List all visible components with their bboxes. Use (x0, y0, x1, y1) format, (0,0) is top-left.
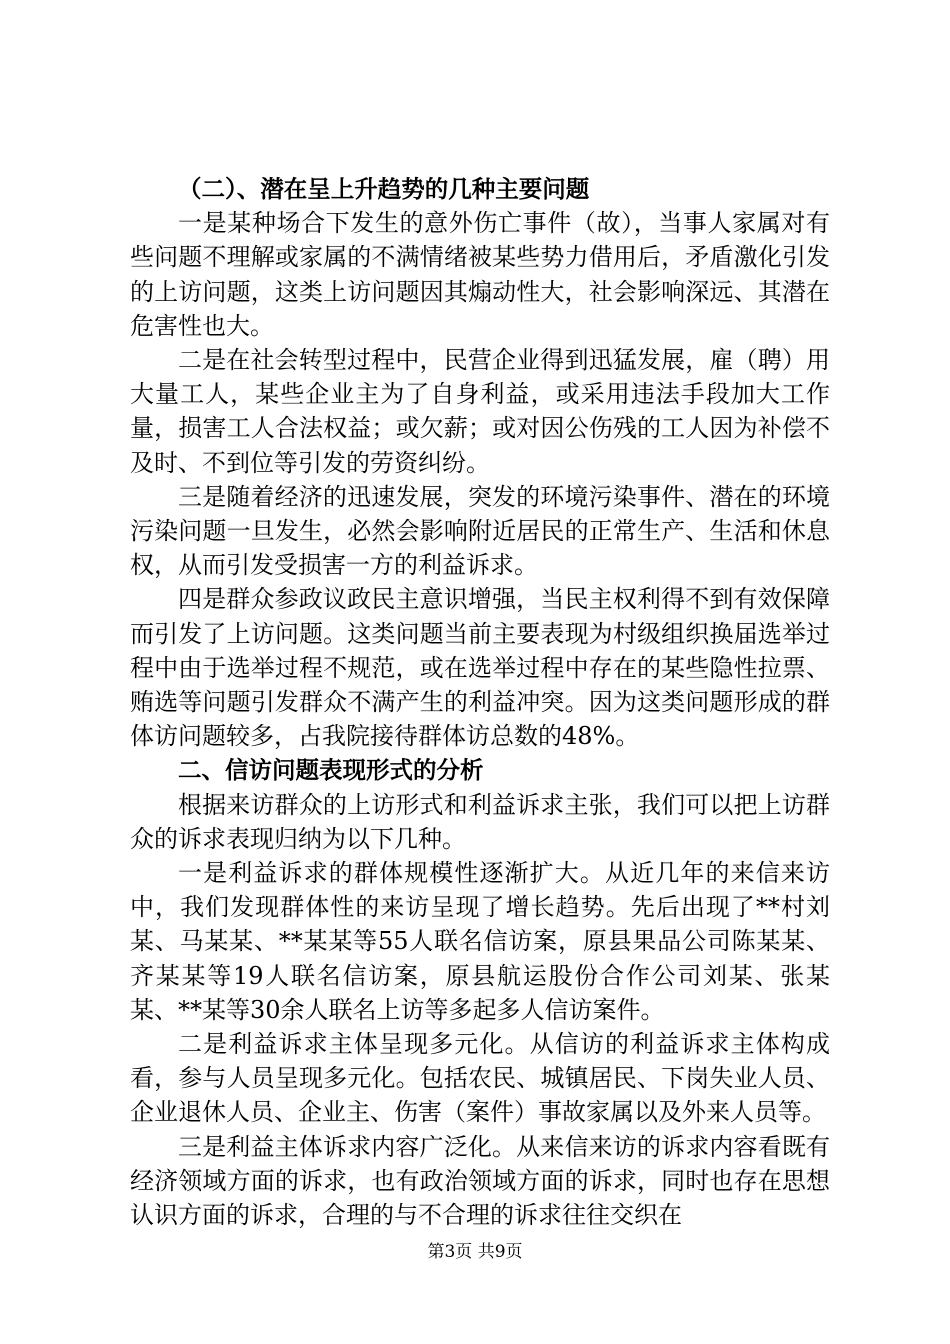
paragraph-form-three: 三是利益主体诉求内容广泛化。从来信来访的诉求内容看既有经济领域方面的诉求，也有政治领域方面的诉求，同时也存在思想认识方面的诉求，合理的与不合理的诉求往往交织在 (130, 1132, 830, 1230)
paragraph-form-two: 二是利益诉求主体呈现多元化。从信访的利益诉求主体构成看，参与人员呈现多元化。包括农民、城镇居民、下岗失业人员、企业退休人员、企业主、伤害（案件）事故家属以及外来人员等。 (130, 1030, 830, 1127)
paragraph-issue-three: 三是随着经济的迅速发展，突发的环境污染事件、潜在的环境污染问题一旦发生，必然会影响附近居民的正常生产、生活和休息权，从而引发受损害一方的利益诉求。 (130, 482, 830, 580)
paragraph-issue-four: 四是群众参政议政民主意识增强，当民主权利得不到有效保障而引发了上访问题。这类问题当前主要表现为村级组织换届选举过程中由于选举过程不规范，或在选举过程中存在的某些隐性拉票、贿选等问题引发群众不满产生的利益冲突。因为这类问题形成的群体访问题较多，占我院接待群体访总数的48%。 (130, 585, 830, 751)
section-heading-petition-forms: 二、信访问题表现形式的分析 (178, 756, 484, 785)
paragraph-issue-two: 二是在社会转型过程中，民营企业得到迅猛发展，雇（聘）用大量工人，某些企业主为了自身利益，或采用违法手段加大工作量，损害工人合法权益；或欠薪；或对因公伤残的工人因为补偿不及时、不到位等引发的劳资纠纷。 (130, 346, 830, 477)
document-body (130, 172, 830, 1232)
paragraph-form-one: 一是利益诉求的群体规模性逐渐扩大。从近几年的来信来访中，我们发现群体性的来访呈现了增长趋势。先后出现了**村刘某、马某某、**某某等55人联名信访案，原县果品公司陈某某、齐某某等19人联名信访案，原县航运股份合作公司刘某、张某某、**某等30余人联名上访等多起多人信访案件。 (130, 859, 830, 1024)
paragraph-issue-one: 一是某种场合下发生的意外伤亡事件（故），当事人家属对有些问题不理解或家属的不满情绪被某些势力借用后，矛盾激化引发的上访问题，这类上访问题因其煽动性大，社会影响深远、其潜在危害性也大。 (130, 209, 830, 340)
page-footer: 第3页 共9页 (427, 1242, 523, 1262)
paragraph-forms-intro: 根据来访群众的上访形式和利益诉求主张，我们可以把上访群众的诉求表现归纳为以下几种。 (130, 790, 830, 853)
section-heading-latent-issues: （二）、潜在呈上升趋势的几种主要问题 (178, 175, 590, 203)
